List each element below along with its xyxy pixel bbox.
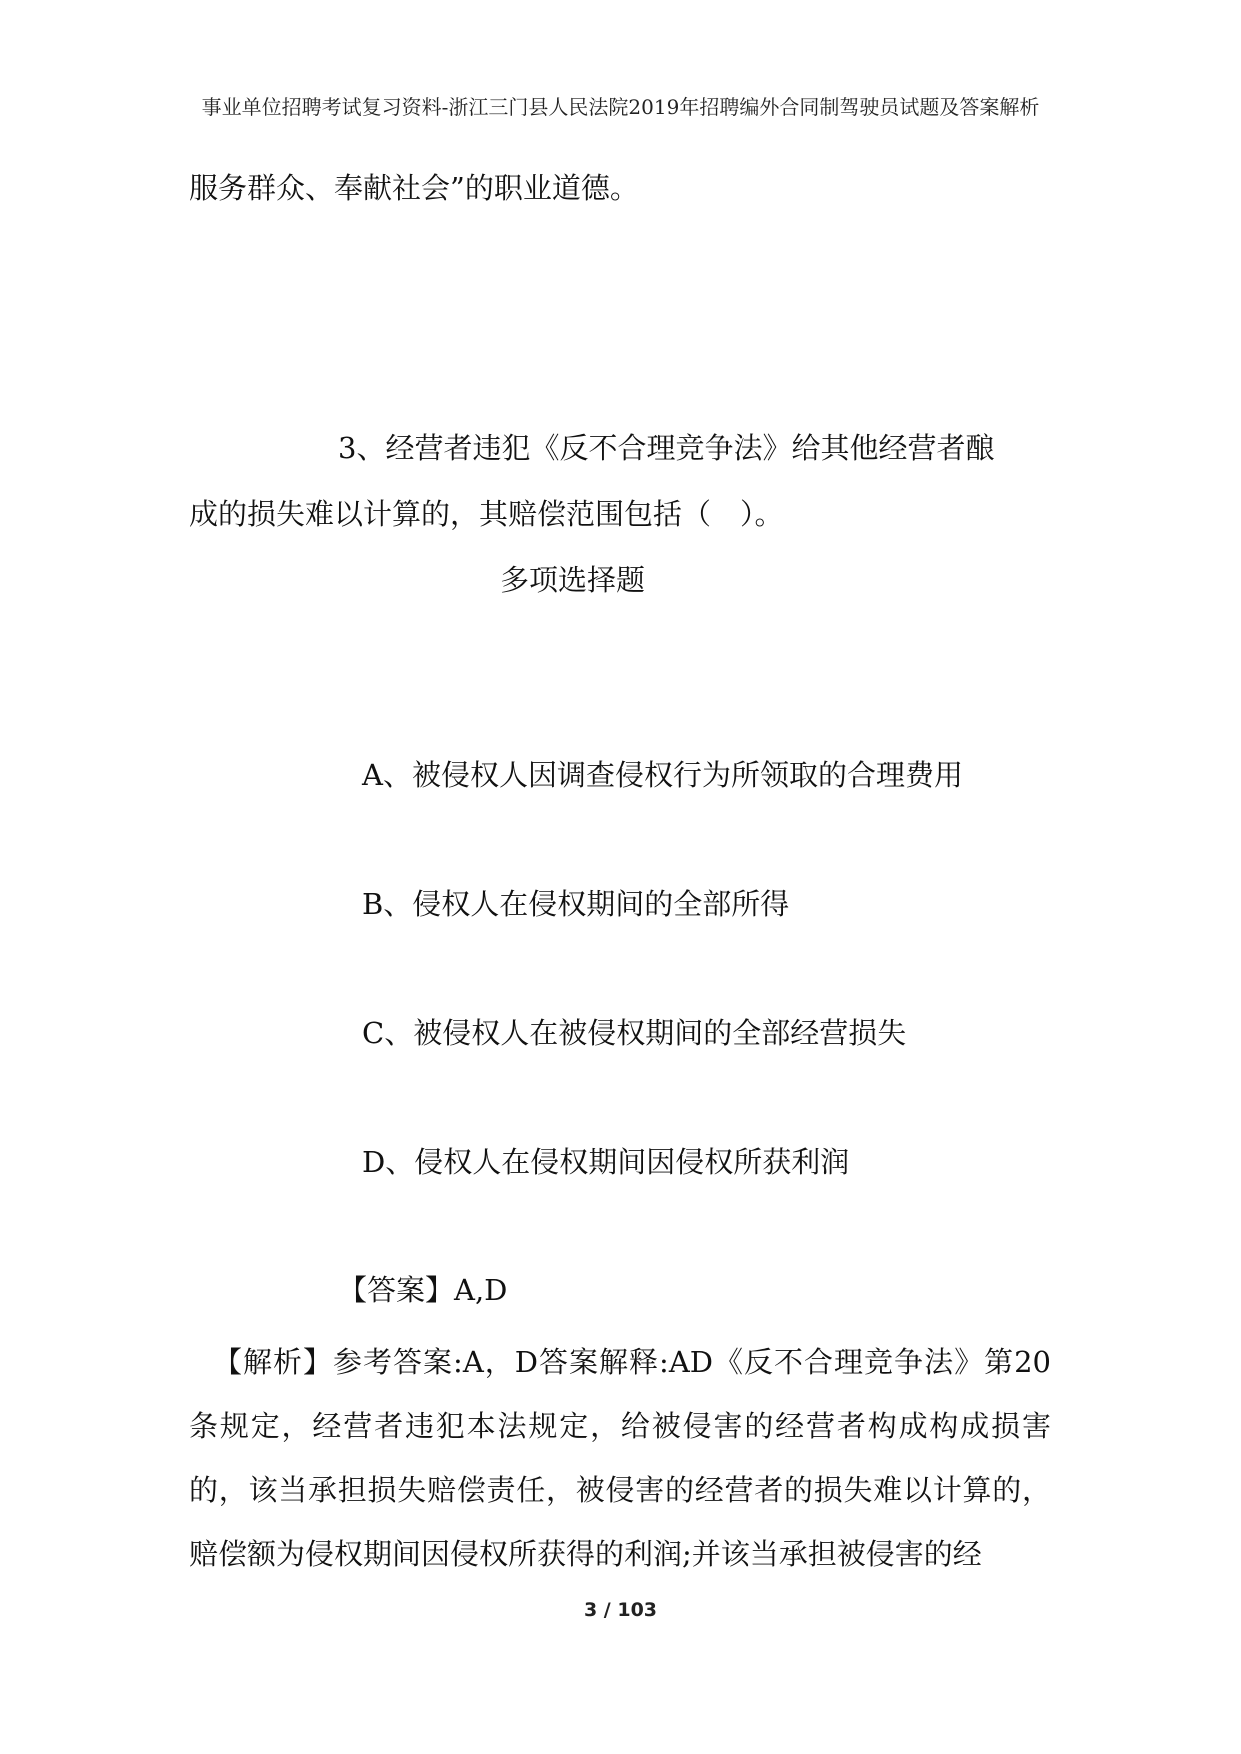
question-type-label: 多项选择题 [500, 563, 646, 597]
question-text-line-2: 成的损失难以计算的，其赔偿范围包括（ ）。 [189, 497, 784, 531]
option-c: C、被侵权人在被侵权期间的全部经营损失 [362, 1016, 907, 1050]
continued-paragraph: 服务群众、奉献社会”的职业道德。 [189, 171, 639, 205]
analysis-paragraph: 【解析】参考答案:A，D答案解释:AD《反不合理竞争法》第20条规定，经营者违犯本法规定，给被侵害的经营者构成构成损害的，该当承担损失赔偿责任，被侵害的经营者的损失难以计算的，赔偿额为侵权期间因侵权所获得的利润;并该当承担被侵害的经 [189, 1345, 1051, 1571]
option-b: B、侵权人在侵权期间的全部所得 [362, 887, 790, 921]
option-d: D、侵权人在侵权期间因侵权所获利润 [362, 1145, 850, 1179]
answer-line: 【答案】A,D [338, 1273, 508, 1307]
question-text-line-1: 3、经营者违犯《反不合理竞争法》给其他经营者酿 [338, 431, 995, 465]
page-header-title: 事业单位招聘考试复习资料-浙江三门县人民法院2019年招聘编外合同制驾驶员试题及答案解析 [201, 95, 1040, 119]
page-number: 3 / 103 [583, 1599, 658, 1621]
option-a: A、被侵权人因调查侵权行为所领取的合理费用 [362, 758, 963, 792]
